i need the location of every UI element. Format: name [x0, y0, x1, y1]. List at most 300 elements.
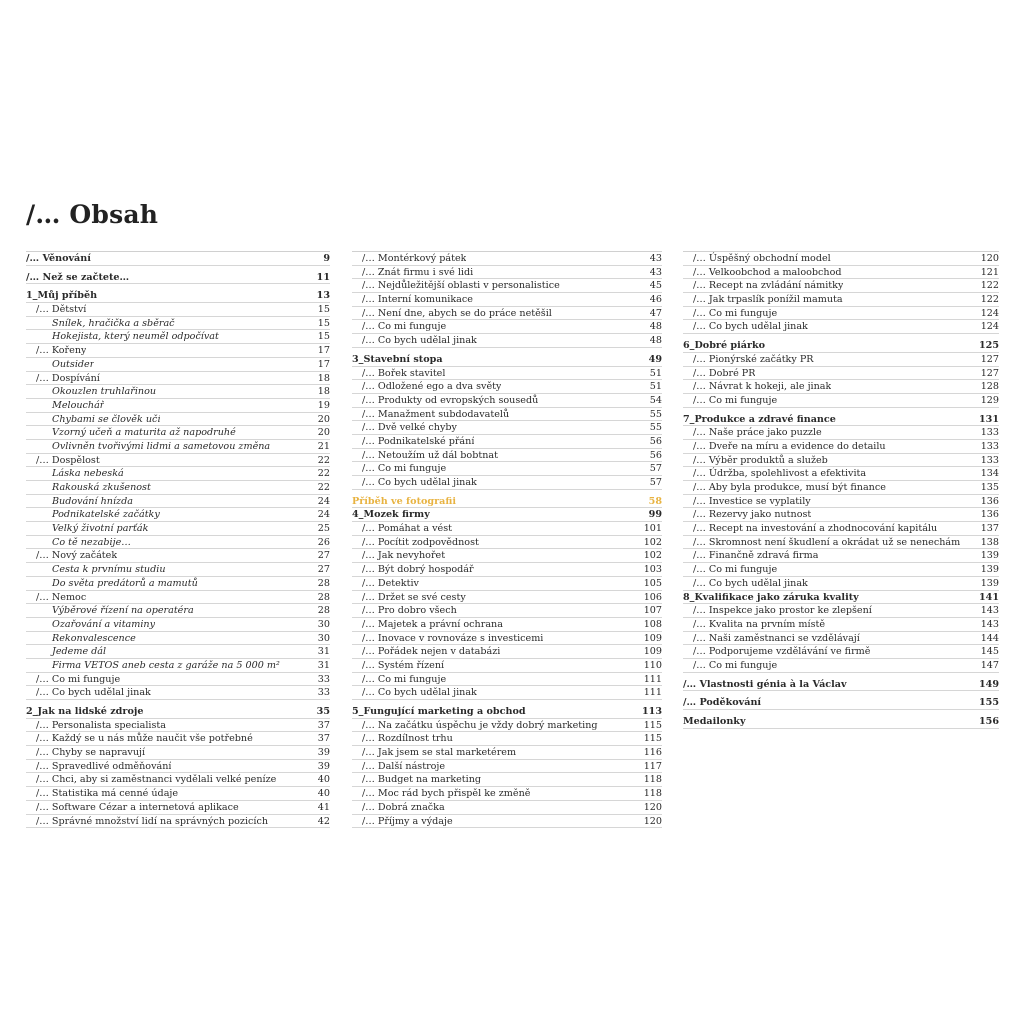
toc-section-entry	[352, 645, 662, 659]
toc-section-entry	[352, 307, 662, 321]
toc-entry-page-number: 35	[316, 706, 330, 717]
toc-entry-page-number: 99	[648, 509, 662, 521]
toc-entry-page-number: 117	[643, 760, 662, 772]
toc-entry-page-number: 33	[317, 673, 330, 685]
toc-section-entry	[683, 380, 999, 394]
toc-entry-page-number: 37	[317, 719, 330, 731]
toc-subsection-entry	[26, 645, 330, 659]
toc-entry-title: Láska nebeská	[52, 468, 124, 480]
toc-section-entry	[352, 476, 662, 490]
toc-section-entry	[26, 801, 330, 815]
toc-subsection-entry	[26, 440, 330, 454]
toc-subsection-entry	[26, 385, 330, 399]
toc-entry-title: Budování hnízda	[52, 495, 133, 507]
toc-entry-page-number: 58	[648, 495, 662, 507]
toc-entry-title: /… Statistika má cenné údaje	[36, 788, 179, 800]
toc-section-entry	[352, 719, 662, 733]
toc-entry-title: /… Být dobrý hospodář	[362, 564, 474, 576]
toc-section-entry	[683, 645, 999, 659]
toc-entry-page-number: 155	[978, 697, 999, 709]
toc-entry-page-number: 39	[317, 747, 330, 759]
toc-section-entry	[26, 719, 330, 733]
toc-entry-page-number: 56	[649, 435, 662, 447]
toc-entry-page-number: 116	[643, 747, 662, 759]
toc-entry-page-number: 27	[317, 564, 330, 576]
toc-entry-page-number: 25	[317, 523, 330, 535]
toc-entry-page-number: 141	[978, 591, 999, 603]
toc-entry-title: /… Co bych udělal jinak	[36, 687, 151, 699]
toc-entry-page-number: 120	[643, 801, 662, 813]
toc-entry-page-number: 118	[643, 774, 662, 786]
toc-entry-page-number: 15	[317, 304, 330, 316]
toc-entry-page-number: 33	[317, 687, 330, 699]
toc-entry-page-number: 49	[648, 353, 662, 365]
toc-section-entry	[26, 760, 330, 774]
toc-entry-page-number: 41	[317, 801, 330, 813]
toc-entry-title: /… Systém řízení	[362, 659, 445, 671]
toc-entry-page-number: 122	[980, 280, 999, 292]
toc-section-entry	[352, 522, 662, 536]
toc-subsection-entry	[26, 522, 330, 536]
toc-entry-page-number: 145	[980, 646, 999, 658]
toc-entry-page-number: 133	[980, 427, 999, 439]
toc-section-entry	[26, 454, 330, 468]
toc-entry-title: 6_Dobré piárko	[683, 340, 766, 352]
toc-entry-title: /… Majetek a právní ochrana	[362, 618, 503, 630]
toc-section-entry	[26, 815, 330, 829]
toc-entry-title: Hokejista, který neuměl odpočívat	[52, 331, 219, 343]
toc-entry-title: /… Co mi funguje	[36, 673, 121, 685]
toc-entry-page-number: 124	[980, 307, 999, 319]
toc-chapter-entry	[683, 413, 999, 427]
toc-entry-page-number: 30	[317, 632, 330, 644]
toc-entry-title: Co tě nezabije…	[52, 536, 131, 548]
toc-subsection-entry	[26, 426, 330, 440]
toc-entry-title: /… Dobré PR	[693, 367, 756, 379]
toc-section-entry	[683, 632, 999, 646]
toc-entry-title: /… Každý se u nás může naučit vše potřebné	[36, 733, 253, 745]
toc-entry-title: Melouchář	[52, 399, 105, 411]
toc-entry-page-number: 118	[643, 788, 662, 800]
toc-entry-title: /… Poděkování	[683, 697, 762, 709]
toc-entry-page-number: 111	[643, 687, 662, 699]
toc-entry-page-number: 136	[980, 495, 999, 507]
toc-section-entry	[26, 773, 330, 787]
toc-entry-page-number: 135	[980, 482, 999, 493]
toc-section-entry	[352, 787, 662, 801]
toc-entry-title: /… Výběr produktů a služeb	[693, 454, 828, 466]
toc-entry-title: /… Rezervy jako nutnost	[693, 509, 812, 521]
toc-entry-page-number: 18	[317, 372, 330, 384]
toc-subsection-entry	[26, 481, 330, 495]
toc-entry-page-number: 122	[980, 294, 999, 306]
toc-entry-title: 7_Produkce a zdravé finance	[683, 413, 836, 425]
toc-section-entry	[683, 481, 999, 495]
toc-section-entry	[352, 618, 662, 632]
toc-entry-title: /… Co mi funguje	[693, 394, 778, 406]
toc-entry-page-number: 40	[317, 788, 330, 800]
toc-section-entry	[26, 344, 330, 358]
toc-entry-title: /… Pionýrské začátky PR	[693, 353, 814, 365]
toc-entry-page-number: 121	[980, 266, 999, 278]
toc-entry-title: /… Nemoc	[36, 591, 87, 603]
toc-entry-title: /… Správné množství lidí na správných pozicích	[36, 815, 269, 827]
toc-entry-page-number: 47	[649, 307, 662, 319]
toc-entry-title: /… Co mi funguje	[362, 463, 447, 475]
toc-entry-title: /… Podnikatelské přání	[362, 435, 475, 447]
toc-chapter-entry	[352, 705, 662, 719]
toc-entry-page-number: 28	[317, 605, 330, 617]
toc-entry-page-number: 131	[978, 413, 999, 425]
toc-entry-page-number: 28	[317, 577, 330, 589]
toc-section-entry	[352, 266, 662, 280]
toc-section-entry	[683, 266, 999, 280]
toc-entry-page-number: 108	[643, 618, 662, 630]
toc-entry-title: /… Dospívání	[36, 372, 100, 384]
toc-subsection-entry	[26, 358, 330, 372]
toc-subsection-entry	[26, 317, 330, 331]
toc-column-1	[26, 251, 330, 828]
toc-entry-page-number: 19	[317, 399, 330, 411]
toc-section-entry	[683, 495, 999, 509]
toc-section-entry	[352, 746, 662, 760]
toc-entry-page-number: 57	[649, 463, 662, 475]
toc-section-entry	[352, 293, 662, 307]
toc-entry-page-number: 55	[649, 408, 662, 420]
toc-entry-title: /… Co mi funguje	[693, 564, 778, 576]
toc-entry-title: 4_Mozek firmy	[352, 509, 430, 521]
toc-entry-title: /… Úspěšný obchodní model	[693, 253, 831, 264]
toc-entry-title: 2_Jak na lidské zdroje	[26, 706, 144, 717]
toc-entry-title: /… Detektiv	[362, 577, 419, 589]
toc-entry-title: /… Dobrá značka	[362, 801, 445, 813]
toc-chapter-entry	[683, 696, 999, 710]
toc-section-entry	[352, 632, 662, 646]
toc-section-entry	[683, 440, 999, 454]
toc-section-entry	[26, 787, 330, 801]
toc-entry-page-number: 156	[978, 716, 999, 727]
toc-entry-page-number: 48	[649, 321, 662, 333]
toc-entry-title: /… Bořek stavitel	[362, 367, 446, 379]
toc-column-3	[683, 251, 999, 729]
toc-entry-page-number: 22	[317, 482, 330, 493]
toc-entry-title: Rakouská zkušenost	[52, 482, 151, 493]
toc-entry-title: 1_Můj příběh	[26, 290, 98, 302]
toc-entry-page-number: 101	[643, 523, 662, 535]
toc-entry-page-number: 45	[649, 280, 662, 292]
toc-entry-page-number: 11	[316, 271, 330, 283]
toc-entry-title: /… Vlastnosti génia à la Václav	[683, 678, 847, 690]
toc-entry-title: /… Nový začátek	[36, 550, 118, 562]
toc-entry-page-number: 134	[980, 468, 999, 480]
toc-chapter-entry	[26, 289, 330, 303]
toc-entry-page-number: 48	[649, 335, 662, 347]
toc-subsection-entry	[26, 508, 330, 522]
toc-section-entry	[683, 252, 999, 266]
toc-entry-page-number: 144	[980, 632, 999, 644]
toc-column-2	[352, 251, 662, 828]
toc-entry-page-number: 54	[649, 394, 662, 406]
toc-entry-title: /… Odložené ego a dva světy	[362, 381, 502, 393]
toc-entry-title: /… Pocítit zodpovědnost	[362, 536, 479, 548]
toc-entry-title: /… Dvě velké chyby	[362, 422, 457, 434]
toc-entry-page-number: 51	[649, 367, 662, 379]
toc-section-entry	[352, 563, 662, 577]
toc-entry-page-number: 113	[641, 706, 662, 717]
toc-entry-title: /… Co mi funguje	[693, 659, 778, 671]
toc-entry-title: /… Moc rád bych přispěl ke změně	[362, 788, 531, 800]
toc-entry-page-number: 57	[649, 477, 662, 488]
toc-entry-page-number: 128	[980, 381, 999, 393]
toc-entry-title: /… Pomáhat a vést	[362, 523, 452, 535]
toc-entry-page-number: 30	[317, 618, 330, 630]
toc-entry-page-number: 46	[649, 294, 662, 306]
toc-section-entry	[26, 732, 330, 746]
toc-section-entry	[352, 686, 662, 700]
toc-section-entry	[352, 773, 662, 787]
toc-entry-title: /… Personalista specialista	[36, 719, 166, 731]
toc-entry-page-number: 31	[317, 659, 330, 671]
toc-entry-title: /… Montérkový pátek	[362, 253, 467, 264]
toc-entry-title: Snílek, hračička a sběrač	[52, 317, 175, 329]
toc-entry-page-number: 13	[316, 290, 330, 302]
toc-subsection-entry	[26, 495, 330, 509]
toc-subsection-entry	[26, 577, 330, 591]
toc-section-entry	[26, 303, 330, 317]
toc-entry-title: 5_Fungující marketing a obchod	[352, 706, 526, 717]
toc-entry-title: Ovlivněn tvořivými lidmi a sametovou změna	[52, 440, 271, 452]
toc-entry-page-number: 137	[980, 523, 999, 535]
toc-section-entry	[26, 591, 330, 605]
toc-section-entry	[352, 815, 662, 829]
toc-entry-title: /… Jak jsem se stal marketérem	[362, 747, 517, 759]
toc-entry-page-number: 109	[643, 632, 662, 644]
toc-entry-title: Cesta k prvnímu studiu	[52, 564, 166, 576]
toc-entry-page-number: 115	[643, 719, 662, 731]
toc-entry-title: /… Spravedlivé odměňování	[36, 760, 172, 772]
toc-subsection-entry	[26, 563, 330, 577]
toc-entry-page-number: 133	[980, 454, 999, 466]
toc-entry-page-number: 56	[649, 449, 662, 461]
toc-entry-title: /… Dětství	[36, 304, 87, 316]
toc-entry-title: Rekonvalescence	[52, 632, 136, 644]
toc-entry-page-number: 125	[978, 340, 999, 352]
toc-section-entry	[352, 577, 662, 591]
toc-entry-page-number: 115	[643, 733, 662, 745]
toc-entry-title: Ozařování a vitaminy	[52, 618, 156, 630]
toc-entry-title: /… Údržba, spolehlivost a efektivita	[693, 468, 867, 480]
toc-entry-title: /… Než se začtete…	[26, 271, 130, 283]
toc-subsection-entry	[26, 330, 330, 344]
toc-section-entry	[683, 508, 999, 522]
toc-subsection-entry	[26, 399, 330, 413]
toc-subsection-entry	[26, 618, 330, 632]
toc-entry-title: /… Co mi funguje	[693, 307, 778, 319]
toc-entry-page-number: 43	[649, 266, 662, 278]
toc-entry-title: /… Rozdílnost trhu	[362, 733, 453, 745]
toc-section-entry	[683, 618, 999, 632]
toc-section-entry	[26, 686, 330, 700]
toc-entry-title: Podnikatelské začátky	[52, 509, 160, 521]
toc-entry-page-number: 22	[317, 468, 330, 480]
toc-chapter-entry	[26, 252, 330, 266]
toc-section-entry	[352, 380, 662, 394]
toc-entry-title: /… Software Cézar a internetová aplikace	[36, 801, 239, 813]
toc-entry-title: /… Naše práce jako puzzle	[693, 427, 822, 439]
toc-entry-title: 3_Stavební stopa	[352, 353, 443, 365]
toc-section-entry	[683, 279, 999, 293]
toc-section-entry	[683, 367, 999, 381]
toc-entry-title: /… Další nástroje	[362, 760, 446, 772]
toc-entry-page-number: 103	[643, 564, 662, 576]
toc-entry-title: /… Finančně zdravá firma	[693, 550, 819, 562]
toc-section-entry	[352, 367, 662, 381]
toc-entry-title: /… Na začátku úspěchu je vždy dobrý marketing	[362, 719, 598, 731]
toc-entry-page-number: 20	[317, 427, 330, 439]
toc-entry-page-number: 55	[649, 422, 662, 434]
toc-entry-page-number: 18	[317, 386, 330, 398]
toc-entry-title: /… Chyby se napravují	[36, 747, 146, 759]
toc-entry-title: /… Naši zaměstnanci se vzdělávají	[693, 632, 860, 644]
toc-entry-page-number: 24	[317, 495, 330, 507]
toc-section-entry	[352, 449, 662, 463]
toc-section-entry	[352, 334, 662, 348]
toc-entry-title: /… Netoužím už dál bobtnat	[362, 449, 498, 461]
toc-entry-page-number: 106	[643, 591, 662, 603]
toc-chapter-entry	[26, 271, 330, 285]
toc-subsection-entry	[26, 632, 330, 646]
toc-entry-title: Vzorný učeň a maturita až napodruhé	[52, 427, 236, 439]
toc-entry-page-number: 105	[643, 577, 662, 589]
toc-subsection-entry	[26, 536, 330, 550]
toc-entry-title: Outsider	[52, 358, 95, 370]
toc-section-entry	[352, 659, 662, 673]
toc-entry-page-number: 110	[643, 659, 662, 671]
toc-entry-page-number: 15	[317, 317, 330, 329]
toc-entry-page-number: 127	[980, 367, 999, 379]
toc-entry-page-number: 143	[980, 605, 999, 617]
toc-entry-title: /… Podporujeme vzdělávání ve firmě	[693, 646, 871, 658]
toc-section-entry	[352, 394, 662, 408]
toc-entry-title: Okouzlen truhlařinou	[52, 386, 157, 398]
toc-entry-title: /… Pro dobro všech	[362, 605, 457, 617]
toc-entry-title: /… Co mi funguje	[362, 321, 447, 333]
toc-section-entry	[683, 604, 999, 618]
toc-entry-page-number: 139	[980, 577, 999, 589]
toc-section-entry	[26, 549, 330, 563]
toc-subsection-entry	[26, 413, 330, 427]
toc-entry-title: 8_Kvalifikace jako záruka kvality	[683, 591, 859, 603]
toc-entry-page-number: 31	[317, 646, 330, 658]
toc-entry-title: /… Co bych udělal jinak	[693, 577, 808, 589]
toc-entry-title: /… Držet se své cesty	[362, 591, 466, 603]
toc-section-entry	[352, 279, 662, 293]
toc-section-entry	[352, 435, 662, 449]
toc-entry-title: Výběrové řízení na operatéra	[52, 605, 194, 617]
toc-entry-page-number: 26	[317, 536, 330, 548]
toc-section-entry	[352, 320, 662, 334]
toc-entry-title: /… Chci, aby si zaměstnanci vydělali velké peníze	[36, 774, 277, 786]
toc-entry-title: /… Budget na marketing	[362, 774, 482, 786]
toc-entry-title: /… Dospělost	[36, 454, 100, 466]
toc-entry-title: Jedeme dál	[52, 646, 107, 658]
toc-chapter-entry	[352, 508, 662, 522]
toc-chapter-entry	[352, 495, 662, 509]
toc-entry-page-number: 28	[317, 591, 330, 603]
toc-section-entry	[683, 522, 999, 536]
toc-chapter-entry	[683, 678, 999, 692]
toc-entry-title: /… Co mi funguje	[362, 673, 447, 685]
toc-entry-title: /… Jak nevyhořet	[362, 550, 446, 562]
toc-entry-page-number: 22	[317, 454, 330, 466]
toc-entry-title: /… Produkty od evropských sousedů	[362, 394, 539, 406]
toc-entry-page-number: 133	[980, 440, 999, 452]
toc-entry-page-number: 40	[317, 774, 330, 786]
toc-entry-page-number: 15	[317, 331, 330, 343]
toc-entry-page-number: 17	[317, 345, 330, 357]
toc-subsection-entry	[26, 604, 330, 618]
toc-entry-title: /… Co bych udělal jinak	[362, 477, 477, 488]
toc-section-entry	[683, 467, 999, 481]
toc-entry-page-number: 147	[980, 659, 999, 671]
toc-section-entry	[352, 252, 662, 266]
toc-entry-page-number: 139	[980, 564, 999, 576]
toc-entry-page-number: 37	[317, 733, 330, 745]
toc-entry-page-number: 17	[317, 358, 330, 370]
toc-entry-page-number: 120	[643, 815, 662, 827]
toc-entry-page-number: 42	[317, 815, 330, 827]
toc-entry-title: Chybami se člověk učí	[52, 413, 161, 425]
toc-entry-title: Firma VETOS aneb cesta z garáže na 5 000 m²	[52, 659, 280, 671]
toc-entry-page-number: 143	[980, 618, 999, 630]
toc-entry-title: /… Interní komunikace	[362, 294, 473, 306]
toc-entry-title: Do světa predátorů a mamutů	[52, 577, 198, 589]
toc-entry-title: /… Znát firmu i své lidi	[362, 266, 474, 278]
toc-entry-title: /… Jak trpaslík ponížil mamuta	[693, 294, 843, 306]
toc-entry-title: /… Manažment subdodavatelů	[362, 408, 510, 420]
toc-section-entry	[352, 421, 662, 435]
toc-section-entry	[352, 760, 662, 774]
toc-section-entry	[683, 536, 999, 550]
toc-section-entry	[352, 536, 662, 550]
toc-section-entry	[683, 563, 999, 577]
toc-entry-title: /… Dveře na míru a evidence do detailu	[693, 440, 886, 452]
toc-entry-page-number: 124	[980, 321, 999, 333]
toc-chapter-entry	[683, 591, 999, 605]
toc-section-entry	[683, 454, 999, 468]
toc-chapter-entry	[683, 715, 999, 729]
toc-section-entry	[352, 801, 662, 815]
toc-section-entry	[683, 353, 999, 367]
toc-entry-page-number: 39	[317, 760, 330, 772]
toc-entry-title: /… Inspekce jako prostor ke zlepšení	[693, 605, 872, 617]
toc-section-entry	[26, 746, 330, 760]
toc-chapter-entry	[26, 705, 330, 719]
toc-chapter-entry	[352, 353, 662, 367]
toc-entry-page-number: 102	[643, 550, 662, 562]
toc-entry-title: /… Inovace v rovnováze s investicemi	[362, 632, 544, 644]
toc-entry-title: /… Kořeny	[36, 345, 87, 357]
toc-entry-title: Medailonky	[683, 716, 746, 727]
toc-entry-page-number: 24	[317, 509, 330, 521]
toc-entry-page-number: 139	[980, 550, 999, 562]
toc-subsection-entry	[26, 659, 330, 673]
toc-section-entry	[683, 307, 999, 321]
toc-entry-title: /… Pořádek nejen v databázi	[362, 646, 501, 658]
toc-entry-title: /… Nejdůležitější oblasti v personalistice	[362, 280, 560, 292]
toc-section-entry	[26, 673, 330, 687]
toc-chapter-entry	[683, 339, 999, 353]
